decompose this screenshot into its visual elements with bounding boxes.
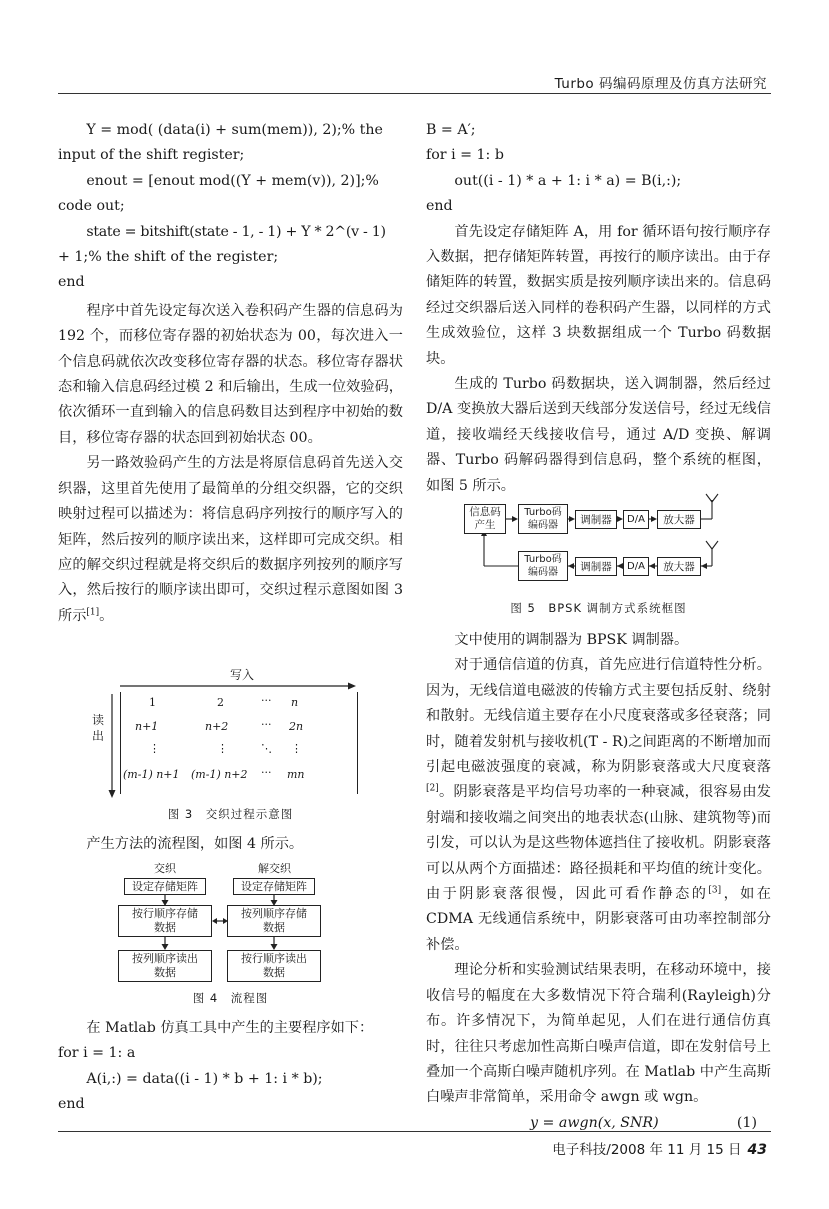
amplifier-block: 放大器 [657,510,701,529]
figure-5-block-diagram [464,494,734,594]
matrix-cell: (m-1) n+1 [123,768,180,781]
paragraph-text: 。阴影衰落是平均信号功率的一种衰减，很容易由发射端和接收端之间突出的地表状态(山脉、建筑物等)而引发，可以认为是这些物体遮挡住了接收机。阴影衰落可以从两个方面描述：路径损耗和平均值的统计变化。由于阴影衰落很慢，因此可看作静态的 [426,784,771,903]
running-footer [552,1138,767,1158]
block-line: Turbo码 [524,554,562,565]
code-line: for i = 1: b [426,147,504,164]
deinterleave-title: 解交织 [258,862,291,875]
flow-box-line: 数据 [154,966,176,979]
code-line: for i = 1: a [58,1045,136,1062]
matrix-cell: ⋮ [217,742,228,755]
journal-date: 电子科技/2008 年 11 月 15 日 [552,1142,742,1158]
code-line: A(i,:) = data((i - 1) * b + 1: i * b); [86,1070,323,1087]
header-rule [58,93,771,94]
matrix-cell: ··· [261,694,272,707]
page-number: 43 [747,1142,767,1158]
citation: [3] [708,885,722,896]
block-line: 编码器 [527,520,558,531]
body-paragraph: 文中使用的调制器为 BPSK 调制器。 [454,632,689,648]
code-line: end [58,1096,85,1113]
write-label: 写入 [230,668,255,682]
body-paragraph: 在 Matlab 仿真工具中产生的主要程序如下： [86,1020,374,1036]
code-line: input of the shift register; [58,147,245,164]
matrix-cell: ⋮ [291,742,302,755]
code-line: enout = [enout mod((Y + mem(v)), 2)];% [86,172,379,189]
matrix-cell: ⋮ [149,742,160,755]
flow-box-line: 按行顺序存储 [132,907,198,920]
citation: [1] [86,606,100,617]
equation-row [426,1111,771,1136]
running-header: Turbo 码编码原理及仿真方法研究 [554,76,767,92]
figure-3-interleave-diagram [90,668,360,798]
code-line: code out; [58,198,125,215]
code-line: out((i - 1) * a + 1: i * a) = B(i,:); [454,172,682,189]
receive-amplifier-block: 放大器 [657,557,701,576]
matrix-cell: 1 [149,696,156,709]
right-column [426,118,771,499]
equation-number: (1) [736,1114,757,1131]
code-line: + 1;% the shift of the register; [58,249,279,266]
demodulator-block: 调制器 [575,557,617,576]
code-line: B = A′; [426,122,476,138]
flow-box [227,905,321,937]
matrix-cell: n [291,696,299,709]
flow-box [118,950,212,982]
right-column-continued [426,628,771,1136]
matrix-cell: (m-1) n+2 [191,768,248,781]
paragraph-end: 。 [99,607,114,624]
figure-5-caption: 图 5 BPSK 调制方式系统框图 [510,601,687,615]
paragraph-text: ，如在 CDMA 无线通信系统中，阴影衰落可由功率控制部分补偿。 [426,886,771,953]
matrix-cell: ··· [261,718,272,731]
interleave-title: 交织 [154,862,176,875]
matrix-cell: n+2 [205,720,229,733]
matrix-cell: 2n [289,720,304,733]
turbo-encoder-block [518,504,568,534]
info-source-block [464,504,506,534]
matrix-cell: ⋱ [261,742,272,755]
body-paragraph [426,653,771,958]
da-block: D/A [623,510,649,529]
turbo-decoder-block [518,551,568,581]
matrix-cell: mn [287,768,305,781]
citation: [2] [426,783,439,794]
flow-box [227,950,321,982]
read-label: 读出 [92,713,105,743]
interleave-matrix [120,692,358,794]
body-paragraph: 产生方法的流程图，如图 4 所示。 [86,836,304,852]
block-line: Turbo码 [524,507,562,518]
matrix-cell: ··· [261,766,272,779]
equation: y = awgn(x, SNR) [530,1114,659,1131]
ad-block: D/A [623,557,649,576]
block-line: 编码器 [527,567,558,578]
left-column [58,118,403,629]
flow-box-line: 数据 [154,921,176,934]
figure-3-caption: 图 3 交织过程示意图 [167,807,294,821]
left-column-continued [58,832,403,857]
flow-box-line: 按行顺序读出 [241,952,307,965]
paragraph-text: 对于通信信道的仿真，首先应进行信道特性分析。因为，无线信道电磁波的传输方式主要包括反射、绕射和散射。无线信道主要存在小尺度衰落或多径衰落；同时，随着发射机与接收机(T - R)之间距离的不断增加而引起电磁波强度的衰减，称为阴影衰落或大尺度衰落 [426,657,771,776]
flow-box: 设定存储矩阵 [124,878,206,895]
code-line: end [58,274,85,291]
flow-box [118,905,212,937]
flow-box-line: 按列顺序存储 [241,907,307,920]
modulator-block: 调制器 [575,510,617,529]
code-line: end [426,198,453,215]
flow-box-line: 按列顺序读出 [132,952,198,965]
body-paragraph: 程序中首先设定每次送入卷积码产生器的信息码为 192 个，而移位寄存器的初始状态为 00，每次进入一个信息码就依次改变移位寄存器的状态。移位寄存器状态和输入信息码经过模 2 和后输出，生成一位效验码，依次循环一直到输入的信息码数目达到程序中初始的数目，移位寄存器的状态回到初始状态 00。 [58,302,403,446]
body-paragraph: 理论分析和实验测试结果表明，在移动环境中，接收信号的幅度在大多数情况下符合瑞利(Rayleigh)分布。许多情况下，为简单起见，人们在进行通信仿真时，往往只考虑加性高斯白噪声信道，即在发射信号上叠加一个高斯白噪声随机序列。在 Matlab 中产生高斯白噪声非常简单，采用命令 awgn 或 wgn。 [426,962,771,1106]
left-column-code [58,1016,403,1118]
matrix-cell: n+1 [135,720,159,733]
block-line: 信息码 [469,506,501,518]
flow-box: 设定存储矩阵 [233,878,315,895]
matrix-cell: 2 [217,696,224,709]
body-paragraph: 生成的 Turbo 码数据块，送入调制器，然后经过 D/A 变换放大器后送到天线部分发送信号，经过无线信道，接收端经天线接收信号，通过 A/D 变换、解调器、Turbo 码解码器得到信息码，整个系统的框图，如图 5 所示。 [426,376,771,494]
body-paragraph [58,451,403,629]
block-line: 产生 [474,519,496,531]
figure-4-caption: 图 4 流程图 [192,991,269,1005]
code-line: Y = mod( (data(i) + sum(mem)), 2);% the [86,122,383,138]
flow-box-line: 数据 [263,966,285,979]
figure-4-flowchart [116,860,356,990]
paragraph-text: 另一路效验码产生的方法是将原信息码首先送入交织器，这里首先使用了最简单的分组交织器，它的交织映射过程可以描述为：将信息码序列按行的顺序写入的矩阵，然后按列的顺序读出来，这样即可完成交织。相应的解交织过程就是将交织后的数据序列按列的顺序写入，然后按行的顺序读出即可，交织过程示意图如图 3 所示 [58,455,403,624]
body-paragraph: 首先设定存储矩阵 A，用 for 循环语句按行顺序存入数据，把存储矩阵转置，再按行的顺序读出。由于存储矩阵的转置，数据实质是按列顺序读出来的。信息码经过交织器后送入同样的卷积码产生器，以同样的方式生成效验位，这样 3 块数据组成一个 Turbo 码数据块。 [426,223,771,367]
code-line: state = bitshift(state - 1, - 1) + Y * 2^(v - 1) [86,223,386,240]
flow-box-line: 数据 [263,921,285,934]
